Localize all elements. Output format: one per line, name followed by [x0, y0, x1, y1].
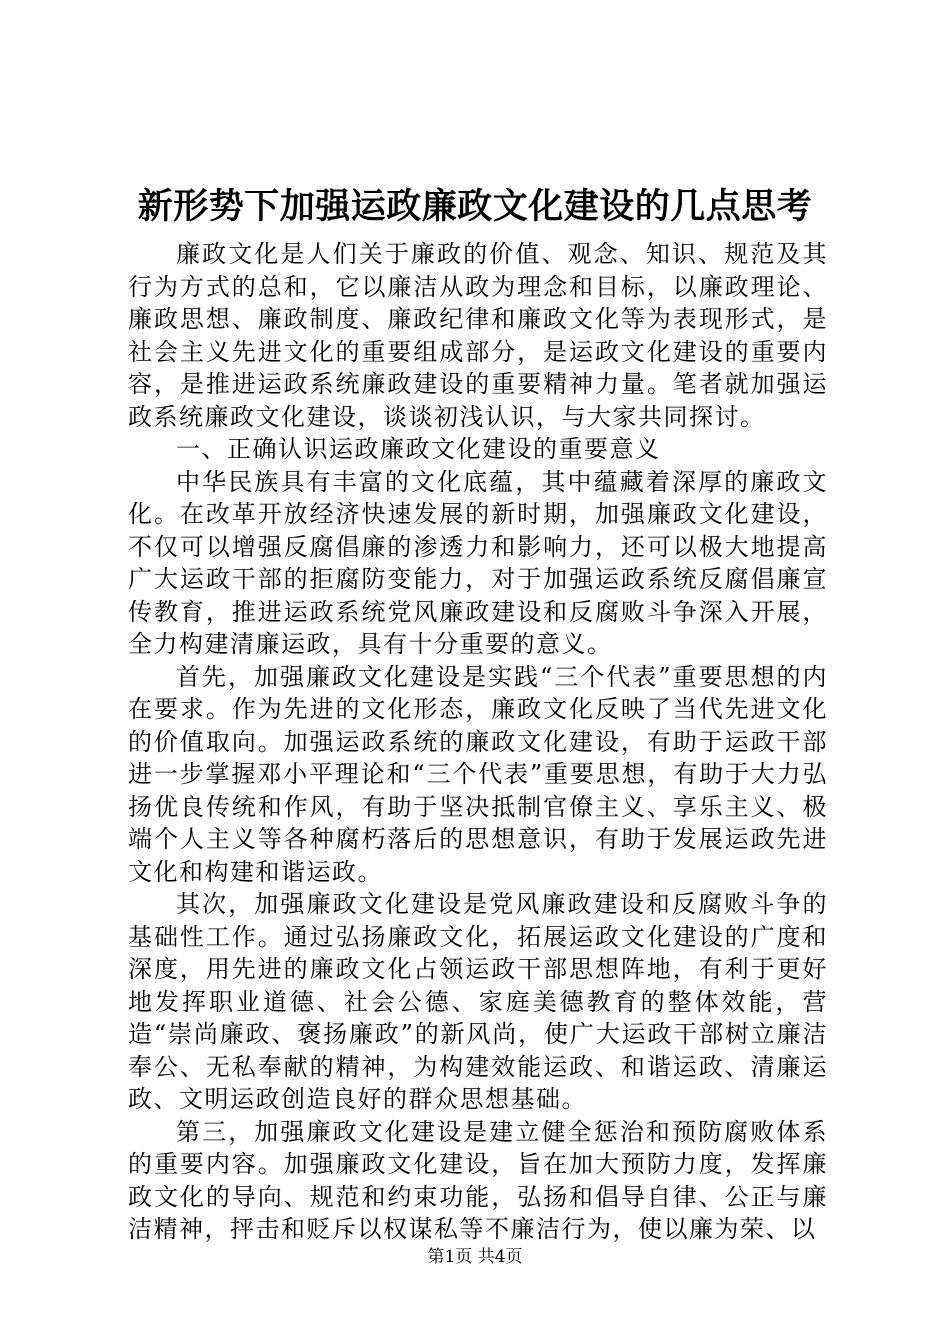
body-paragraph: 首先，加强廉政文化建设是实践“三个代表”重要思想的内在要求。作为先进的文化形态，廉政文化反映了当代先进文化的价值取向。加强运政系统的廉政文化建设，有助于运政干部进一步掌握邓小平理论和“三个代表”重要思想，有助于大力弘扬优良传统和作风，有助于坚决抵制官僚主义、享乐主义、极端个人主义等各种腐朽落后的思想意识，有助于发展运政先进文化和构建和谐运政。: [128, 662, 828, 886]
section-heading: 一、正确认识运政廉政文化建设的重要意义: [176, 435, 661, 463]
body-paragraph: 其次，加强廉政文化建设是党风廉政建设和反腐败斗争的基础性工作。通过弘扬廉政文化，拓展运政文化建设的广度和深度，用先进的廉政文化占领运政干部思想阵地，有利于更好地发挥职业道德、社会公德、家庭美德教育的整体效能，营造“崇尚廉政、褒扬廉政”的新风尚，使广大运政干部树立廉洁奉公、无私奉献的精神，为构建效能运政、和谐运政、清廉运政、文明运政创造良好的群众思想基础。: [128, 890, 828, 1113]
document-body: [128, 238, 828, 1246]
body-paragraph: 中华民族具有丰富的文化底蕴，其中蕴藏着深厚的廉政文化。在改革开放经济快速发展的新时期，加强廉政文化建设，不仅可以增强反腐倡廉的渗透力和影响力，还可以极大地提高广大运政干部的拒腐防变能力，对于加强运政系统反腐倡廉宣传教育，推进运政系统党风廉政建设和反腐败斗争深入开展，全力构建清廉运政，具有十分重要的意义。: [128, 467, 828, 658]
page-number-footer: 第1页 共4页: [427, 1247, 523, 1267]
body-paragraph: 第三，加强廉政文化建设是建立健全惩治和预防腐败体系的重要内容。加强廉政文化建设，旨在加大预防力度，发挥廉政文化的导向、规范和约束功能，弘扬和倡导自律、公正与廉洁精神，抨击和贬斥以权谋私等不廉洁行为，使以廉为荣、以: [128, 1117, 828, 1243]
intro-paragraph: 廉政文化是人们关于廉政的价值、观念、知识、规范及其行为方式的总和，它以廉洁从政为理念和目标，以廉政理论、廉政思想、廉政制度、廉政纪律和廉政文化等为表现形式，是社会主义先进文化的重要组成部分，是运政文化建设的重要内容，是推进运政系统廉政建设的重要精神力量。笔者就加强运政系统廉政文化建设，谈谈初浅认识，与大家共同探讨。: [128, 240, 828, 431]
document-title: 新形势下加强运政廉政文化建设的几点思考: [137, 186, 813, 227]
